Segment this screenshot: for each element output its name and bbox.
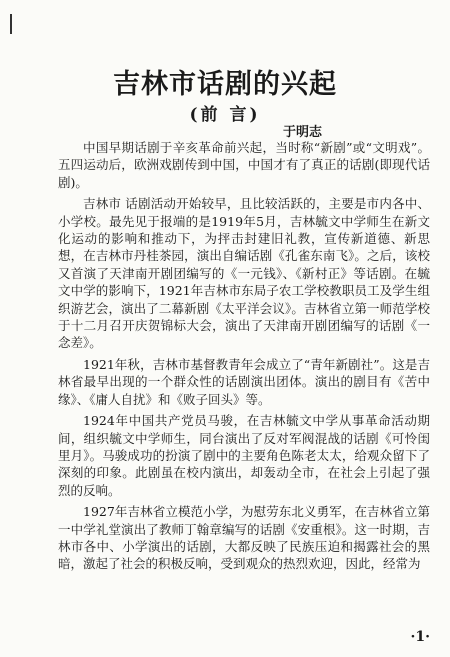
paragraph: 吉林市 话剧活动开始较早，且比较活跃的，主要是市内各中、小学校。最先见于报端的是1919年5月，吉林毓文中学师生在新文化运动的影响和推动下，为抨击封建旧礼教，宣传新道德、新思想，在吉林市丹桂茶园，演出自编话剧《孔雀东南飞》。之后，该校又首演了天津南开剧团编写的《一元钱》、《新村正》等话剧。在毓文中学的影响下，1921年吉林市东局子农工学校教职员工及学生组织游艺会，演出了二幕新剧《太平洋会议》。吉林省立第一师范学校于十二月召开庆贺锦标大会，演出了天津南开剧团编写的话剧《一念差》。: [58, 196, 430, 351]
paragraph: 中国早期话剧于辛亥革命前兴起，当时称“新剧”或“文明戏”。五四运动后，欧洲戏剧传到中国，中国才有了真正的话剧(即现代话剧)。: [58, 140, 430, 190]
corner-mark: [10, 14, 18, 34]
page-number: ·1·: [410, 629, 430, 645]
page-subtitle: (前 言): [189, 105, 261, 125]
article-body: [58, 139, 430, 577]
paragraph: 1927年吉林省立模范小学，为慰劳东北义勇军，在吉林省立第一中学礼堂演出了教师丁翰章编写的话剧《安重根》。这一时期，吉林市各中、小学演出的话剧，大都反映了民族压迫和揭露社会的黑暗，激起了社会的积极反响，受到观众的热烈欢迎，因此，经常为: [58, 504, 430, 572]
paragraph: 1924年中国共产党员马骏，在吉林毓文中学从事革命活动期间，组织毓文中学师生，同台演出了反对军阀混战的话剧《可怜闺里月》。马骏成功的扮演了剧中的主要角色陈老太太，给观众留下了深刻的印象。此剧虽在校内演出，却轰动全市，在社会上引起了强烈的反响。: [58, 413, 430, 498]
page-title: 吉林市话剧的兴起: [113, 69, 337, 100]
author-name: 于明志: [282, 125, 322, 140]
paragraph: 1921年秋，吉林市基督教青年会成立了“青年新剧社”。这是吉林省最早出现的一个群众性的话剧演出团体。演出的剧目有《苦中缘》、《庸人自扰》和《败子回头》等。: [58, 356, 430, 407]
